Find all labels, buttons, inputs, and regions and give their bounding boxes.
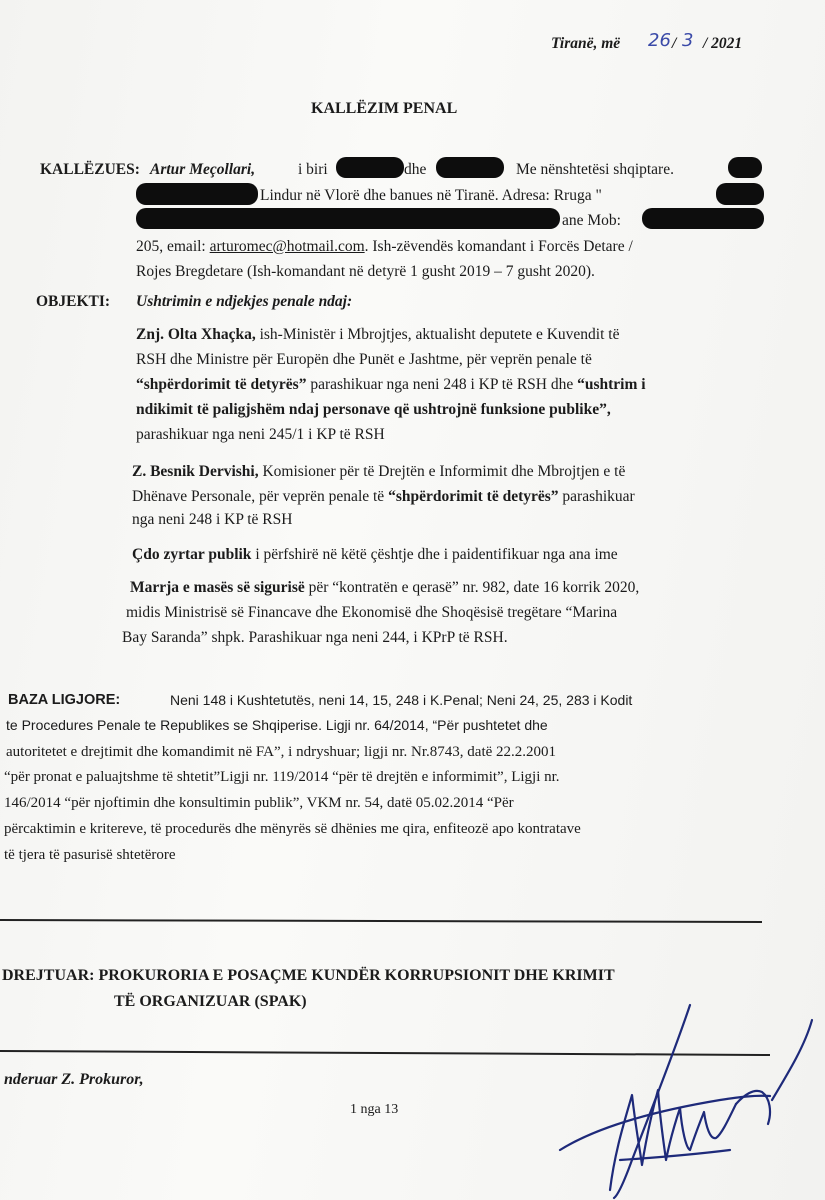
object-p4-l3: Bay Saranda” shpk. Parashikuar nga neni 244, i KPrP të RSH. bbox=[122, 629, 508, 646]
legal-basis-l6: përcaktimin e kritereve, të procedurës dhe mënyrës së dhënies me qira, enfiteozë apo kontratave bbox=[4, 821, 581, 837]
complainant-name: Artur Meçollari, bbox=[150, 161, 256, 178]
object-label: OBJEKTI: bbox=[36, 293, 111, 310]
legal-basis-l5: 146/2014 “për njoftimin dhe konsultimin publik”, VKM nr. 54, datë 05.02.2014 “Për bbox=[4, 795, 514, 811]
date-month: 3 bbox=[682, 30, 694, 51]
complainant-line1c: Me nënshtetësi shqiptare. bbox=[516, 161, 674, 178]
object-p1-l5: parashikuar nga neni 245/1 i KP të RSH bbox=[136, 426, 385, 443]
date-sep: / bbox=[672, 35, 677, 52]
object-p2-l3: nga neni 248 i KP të RSH bbox=[132, 511, 293, 528]
legal-basis-l3: autoritetet e drejtimit dhe komandimit në FA”, i ndryshuar; ligji nr. Nr.8743, datë 22.2.2001 bbox=[6, 744, 557, 760]
legal-basis-l4: “për pronat e paluajtshme të shtetit”Ligji nr. 119/2014 “për të drejtën e informimit”, Ligji nr. bbox=[4, 769, 560, 785]
legal-basis-label: BAZA LIGJORE: bbox=[8, 692, 121, 708]
complainant-line4 bbox=[136, 237, 633, 256]
object-p4-l1: Marrja e masës së sigurisë për “kontratën e qerasë” nr. 982, date 16 korrik 2020, bbox=[130, 579, 640, 596]
page-number: 1 nga 13 bbox=[350, 1102, 399, 1117]
date-year: / 2021 bbox=[703, 35, 743, 52]
document-title: KALLËZIM PENAL bbox=[311, 100, 458, 117]
complainant-line2: Lindur në Vlorë dhe banues në Tiranë. Adresa: Rruga " bbox=[260, 187, 602, 204]
object-p4-l2: midis Ministrisë së Financave dhe Ekonomisë dhe Shoqësisë tregëtare “Marina bbox=[126, 604, 618, 621]
date-prefix: Tiranë, më bbox=[551, 35, 621, 52]
object-p2-l2: Dhënave Personale, për veprën penale të “shpërdorimit të detyrës” parashikuar bbox=[132, 488, 635, 505]
legal-basis-l7: të tjera të pasurisë shtetërore bbox=[4, 847, 176, 863]
complainant-role: . Ish-zëvendës komandant i Forcës Detare / bbox=[364, 238, 633, 255]
addressee-line2: TË ORGANIZUAR (SPAK) bbox=[114, 993, 307, 1010]
email-link[interactable]: arturomec@hotmail.com bbox=[209, 238, 365, 255]
object-intro: Ushtrimin e ndjekjes penale ndaj: bbox=[136, 293, 353, 310]
redaction-birth bbox=[136, 183, 258, 205]
addressee-line1: DREJTUAR: PROKURORIA E POSAÇME KUNDËR KORRUPSIONIT DHE KRIMIT bbox=[2, 967, 615, 984]
object-p1-l3: “shpërdorimit të detyrës” parashikuar nga neni 248 i KP të RSH dhe “ushtrim i bbox=[136, 376, 646, 393]
object-p1-l2: RSH dhe Ministre për Europën dhe Punët e Jashtme, për veprën penale të bbox=[136, 351, 592, 368]
complainant-line3: ane Mob: bbox=[562, 212, 621, 229]
email-prefix: 205, email: bbox=[136, 238, 206, 255]
redaction-address bbox=[136, 208, 560, 229]
redaction-phone bbox=[642, 208, 764, 229]
redaction-id bbox=[728, 157, 762, 178]
separator-line bbox=[0, 919, 762, 923]
legal-basis-l1: Neni 148 i Kushtetutës, neni 14, 15, 248 i K.Penal; Neni 24, 25, 283 i Kodit bbox=[170, 692, 633, 708]
complainant-line1b: dhe bbox=[404, 161, 427, 178]
complainant-line1a: i biri bbox=[298, 161, 328, 178]
redaction-street bbox=[716, 183, 764, 205]
legal-basis-l2: te Procedures Penale te Republikes se Shqiperise. Ligji nr. 64/2014, “Për pushtetet dhe bbox=[6, 717, 548, 733]
date-day: 26 bbox=[648, 30, 671, 51]
redaction-mother bbox=[436, 157, 504, 178]
signature bbox=[540, 1000, 825, 1200]
object-p1-l1: Znj. Olta Xhaçka, ish-Ministër i Mbrojtjes, aktualisht deputete e Kuvendit të bbox=[136, 326, 620, 343]
object-p2-l1: Z. Besnik Dervishi, Komisioner për të Drejtën e Informimit dhe Mbrojtjen e të bbox=[132, 463, 626, 480]
object-p3: Çdo zyrtar publik i përfshirë në këtë çështje dhe i paidentifikuar nga ana ime bbox=[132, 546, 618, 563]
complainant-label: KALLËZUES: bbox=[40, 161, 140, 178]
redaction-father bbox=[336, 157, 404, 178]
salutation: nderuar Z. Prokuror, bbox=[4, 1071, 144, 1088]
object-p1-l4: ndikimit të paligjshëm ndaj personave që ushtrojnë funksione publike”, bbox=[136, 401, 611, 418]
complainant-line5: Rojes Bregdetare (Ish-komandant në detyrë 1 gusht 2019 – 7 gusht 2020). bbox=[136, 263, 595, 280]
